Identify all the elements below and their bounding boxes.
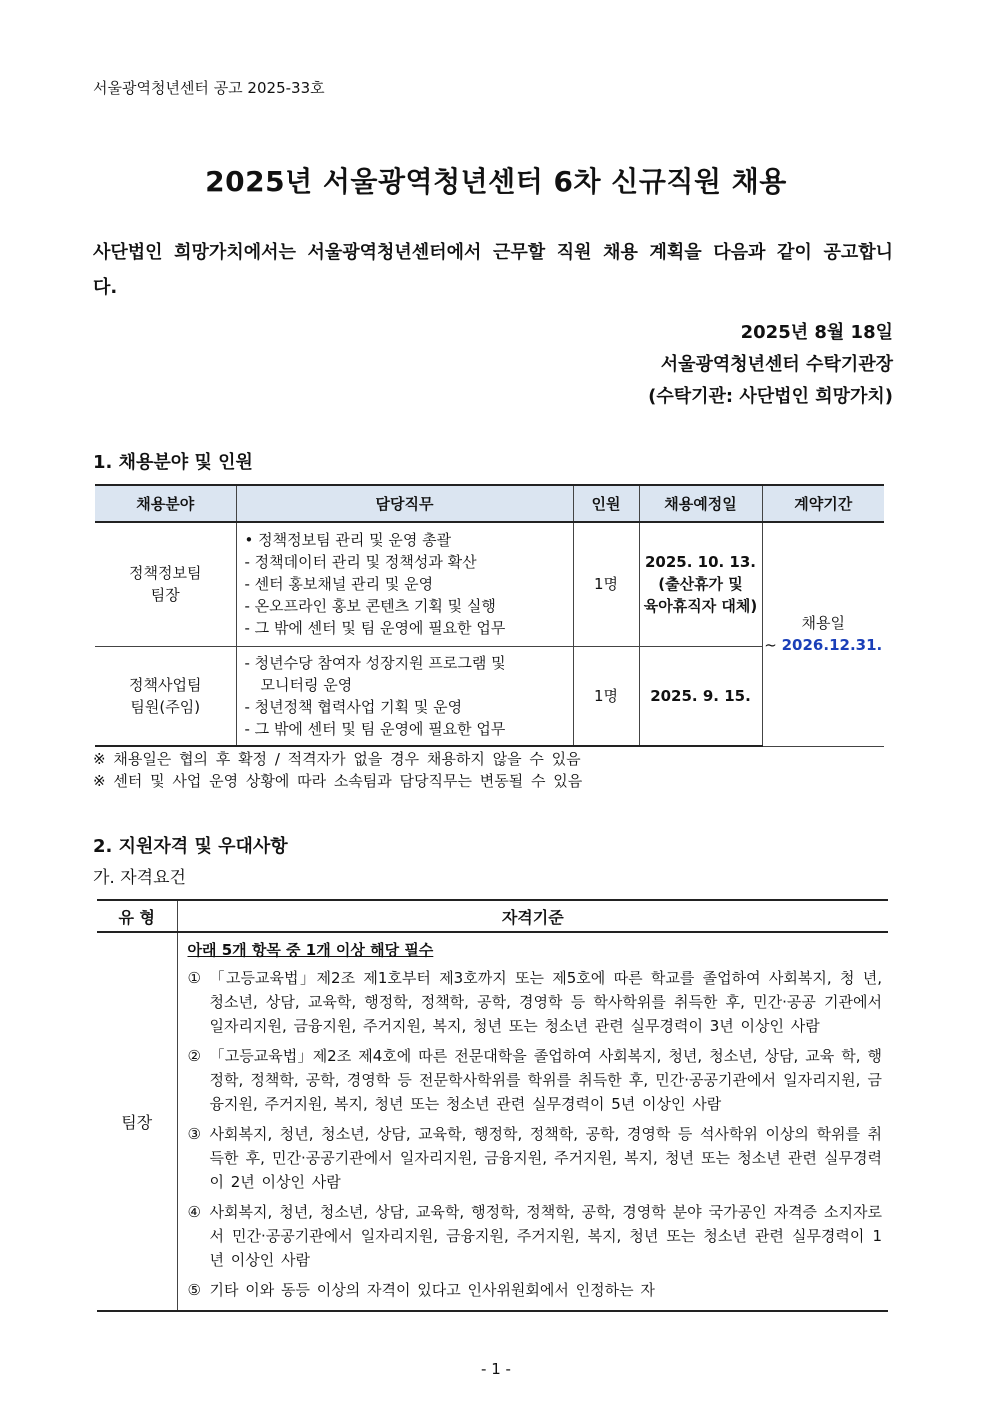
signature-block [648, 317, 893, 413]
page-title: 2025년 서울광역청년센터 6차 신규직원 채용 [205, 165, 787, 198]
field-position: 팀장 [150, 586, 180, 605]
duties-cell [236, 522, 573, 646]
hire-date-cell [639, 646, 762, 746]
signature-org: 서울광역청년센터 수탁기관장 [660, 354, 893, 375]
duty-item: - 정책데이터 관리 및 정책성과 확산 [244, 553, 477, 572]
table-header-row [95, 485, 884, 522]
field-cell [95, 646, 236, 746]
criteria-cell [177, 932, 888, 1311]
hire-date: 2025. 10. 13. [644, 553, 757, 572]
header-headcount: 인원 [573, 485, 639, 522]
duty-item: - 그 밖에 센터 및 팀 운영에 필요한 업무 [244, 619, 506, 638]
header-criteria: 자격기준 [177, 900, 888, 932]
criteria-number: ④ [187, 1203, 201, 1221]
criteria-item [188, 1200, 883, 1272]
contract-start: 채용일 [801, 614, 845, 633]
contract-tilde: ~ [764, 636, 777, 655]
header-contract: 계약기간 [762, 485, 884, 522]
table-header-row [97, 900, 888, 932]
hire-date-note: 육아휴직자 대체) [643, 597, 758, 616]
criteria-text: 기타 이와 동등 이상의 자격이 있다고 인사위원회에서 인정하는 자 [209, 1281, 655, 1299]
criteria-text: 사회복지, 청년, 청소년, 상담, 교육학, 행정학, 정책학, 공학, 경영학 등 석사학위 이상의 학위를 취득한 후, 민간·공공기관에서 일자리지원, 금융지원, 주거지원, 복지, 청년 또는 청소년 관련 실무경력이 2년 이상인 사람 [209, 1125, 882, 1191]
duty-item: - 청년정책 협력사업 기획 및 운영 [244, 697, 463, 716]
criteria-number: ③ [187, 1125, 201, 1143]
section2-subtitle: 가. 자격요건 [93, 868, 186, 888]
criteria-item [188, 1122, 883, 1194]
page-number: - 1 - [481, 1360, 511, 1378]
duty-item: - 온오프라인 홍보 콘텐츠 기획 및 실행 [244, 597, 496, 616]
duty-item: - 그 밖에 센터 및 팀 운영에 필요한 업무 [244, 719, 506, 738]
contract-cell [762, 522, 884, 746]
hire-date-note: (출산휴가 및 [658, 575, 743, 594]
field-team: 정책사업팀 [129, 675, 202, 694]
table-row [97, 932, 888, 1311]
role-cell: 팀장 [97, 932, 177, 1311]
section1-notes [93, 748, 582, 792]
intro-paragraph: 사단법인 희망가치에서는 서울광역청년센터에서 근무할 직원 채용 계획을 다음과 같이 공고합니다. [93, 242, 893, 298]
notice-number: 서울광역청년센터 공고 2025-33호 [93, 79, 325, 97]
duty-item: - 센터 홍보채널 관리 및 운영 [244, 575, 434, 594]
criteria-text: 「고등교육법」제2조 제1호부터 제3호까지 또는 제5호에 따른 학교를 졸업하여 사회복지, 청 년, 청소년, 상담, 교육학, 행정학, 정책학, 공학, 경영학 등 학사학위를 취득한 후, 민간·공공 기관에서 일자리지원, 금융지원, 주거지원, 복지, 청년 또는 청소년 관련 실무경력이 3년 이상인 사람 [209, 969, 882, 1035]
criteria-item [188, 1044, 883, 1116]
note-line: ※ 채용일은 협의 후 확정 / 적격자가 없을 경우 채용하지 않을 수 있음 [93, 750, 581, 768]
field-cell [95, 522, 236, 646]
criteria-number: ① [187, 969, 201, 987]
note-line: ※ 센터 및 사업 운영 상황에 따라 소속팀과 담당직무는 변동될 수 있음 [93, 772, 583, 790]
duty-item: • 정책정보팀 관리 및 운영 총괄 [244, 531, 452, 550]
criteria-text: 사회복지, 청년, 청소년, 상담, 교육학, 행정학, 정책학, 공학, 경영학 분야 국가공인 자격증 소지자로서 민간·공공기관에서 일자리지원, 금융지원, 주거지원, 복지, 청년 또는 청소년 관련 실무경력이 1년 이상인 사람 [209, 1203, 882, 1269]
criteria-text: 「고등교육법」제2조 제4호에 따른 전문대학을 졸업하여 사회복지, 청년, 청소년, 상담, 교육 학, 행정학, 정책학, 공학, 경영학 등 전문학사학위를 학위를 취득한 후, 민간·공공기관에서 일자리지원, 금융지원, 주거지원, 복지, 청년 또는 청소년 관련 실무경력이 5년 이상인 사람 [209, 1047, 882, 1113]
duties-cell [236, 646, 573, 746]
header-type: 유 형 [97, 900, 177, 932]
criteria-item [188, 1278, 883, 1302]
contract-end-line [763, 634, 885, 656]
criteria-number: ⑤ [187, 1281, 201, 1299]
header-field: 채용분야 [95, 485, 236, 522]
signature-trustee: (수탁기관: 사단법인 희망가치) [648, 386, 893, 407]
criteria-number: ② [187, 1047, 201, 1065]
criteria-item [188, 966, 883, 1038]
signature-date: 2025년 8월 18일 [740, 322, 893, 343]
hire-date: 2025. 9. 15. [650, 686, 751, 705]
header-duties: 담당직무 [236, 485, 573, 522]
section2-title: 2. 지원자격 및 우대사항 [93, 836, 288, 857]
table-row [95, 522, 884, 646]
field-position: 팀원(주임) [130, 697, 201, 716]
headcount-cell: 1명 [573, 522, 639, 646]
duty-item: - 청년수당 참여자 성장지원 프로그램 및 [244, 653, 506, 672]
criteria-heading: 아래 5개 항목 중 1개 이상 해당 필수 [187, 941, 434, 959]
recruitment-table [95, 484, 884, 747]
section1-title: 1. 채용분야 및 인원 [93, 452, 253, 473]
header-hire-date: 채용예정일 [639, 485, 762, 522]
hire-date-cell [639, 522, 762, 646]
qualification-table [97, 899, 888, 1312]
headcount-cell: 1명 [573, 646, 639, 746]
contract-end-date: 2026.12.31. [781, 636, 883, 655]
field-team: 정책정보팀 [129, 564, 202, 583]
duty-item: 모니터링 운영 [260, 675, 353, 694]
